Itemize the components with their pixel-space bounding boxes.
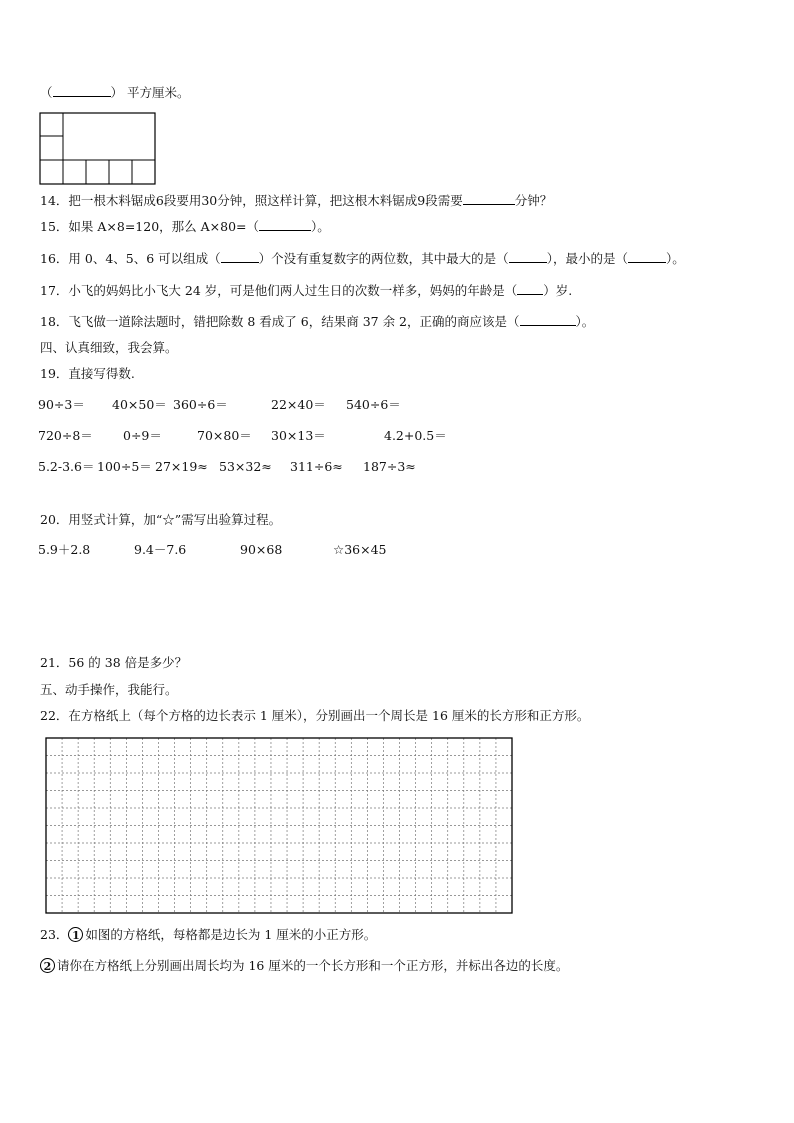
q16-blank-1[interactable] (221, 250, 259, 263)
paren-close: ） (110, 85, 124, 100)
question-15: 15．如果 A×8=120，那么 A×80=（ ）。 (40, 219, 330, 234)
calc-item: 360÷6＝ (173, 397, 228, 412)
question-21: 21．56 的 38 倍是多少？ (40, 655, 188, 670)
calc-item: 187÷3≈ (363, 459, 416, 474)
calc-item: 22×40＝ (271, 397, 326, 412)
paren-open: （ (40, 85, 53, 100)
calc-item: 70×80＝ (197, 428, 252, 443)
question-23-part-2: 2 请你在方格纸上分别画出周长均为 16 厘米的一个长方形和一个正方形，并标出各边的长度。 (40, 958, 568, 974)
calc-item: 5.2-3.6＝ (38, 459, 95, 474)
vertical-calc-item: 90×68 (240, 542, 283, 557)
vertical-calc-item: 9.4－7.6 (134, 542, 187, 557)
area-answer-blank[interactable] (53, 84, 111, 97)
question-16: 16．用 0、4、5、6 可以组成（ ）个没有重复数字的两位数，其中最大的是（ ），最小的是（ ）。 (40, 251, 685, 266)
calc-item: 0÷9＝ (123, 428, 162, 443)
q16-blank-2[interactable] (509, 250, 547, 263)
q17-blank[interactable] (517, 282, 543, 295)
calc-item: 30×13＝ (271, 428, 326, 443)
calc-item: 40×50＝ (112, 397, 167, 412)
vertical-calc-item: ☆36×45 (333, 542, 387, 557)
section-5-heading: 五、动手操作，我能行。 (40, 682, 178, 697)
question-18: 18．飞飞做一道除法题时，错把除数 8 看成了 6，结果商 37 余 2，正确的商应该是（ ）。 (40, 314, 595, 329)
calc-item: 53×32≈ (219, 459, 272, 474)
area-unit: 平方厘米。 (127, 85, 190, 100)
question-19: 19．直接写得数. (40, 366, 135, 381)
question-20: 20．用竖式计算，加“☆”需写出验算过程。 (40, 512, 282, 527)
q16-blank-3[interactable] (628, 250, 666, 263)
calc-item: 540÷6＝ (346, 397, 401, 412)
section-4-heading: 四、认真细致，我会算。 (40, 340, 178, 355)
calc-item: 90÷3＝ (38, 397, 85, 412)
question-17: 17．小飞的妈妈比小飞大 24 岁，可是他们两人过生日的次数一样多，妈妈的年龄是（ ）岁. (40, 283, 573, 298)
question-14: 14．把一根木料锯成6段要用30分钟，照这样计算，把这根木料锯成9段需要 分钟？ (40, 193, 553, 208)
calc-item: 720÷8＝ (38, 428, 93, 443)
circled-number-1: 1 (68, 927, 83, 942)
grid-paper[interactable] (45, 737, 515, 915)
calc-item: 4.2+0.5＝ (384, 428, 447, 443)
calc-item: 27×19≈ (155, 459, 208, 474)
calc-item: 311÷6≈ (290, 459, 343, 474)
circled-number-2: 2 (40, 958, 55, 973)
q18-blank[interactable] (520, 313, 576, 326)
calc-item: 100÷5＝ (97, 459, 152, 474)
rectangle-figure (39, 112, 157, 186)
area-answer-line (40, 84, 190, 101)
question-22: 22．在方格纸上（每个方格的边长表示 1 厘米），分别画出一个周长是 16 厘米的长方形和正方形。 (40, 708, 590, 723)
q15-blank[interactable] (259, 218, 311, 231)
vertical-calc-item: 5.9＋2.8 (38, 542, 91, 557)
question-23-part-1: 23． 1 如图的方格纸，每格都是边长为 1 厘米的小正方形。 (40, 927, 377, 942)
q14-blank[interactable] (463, 192, 515, 205)
